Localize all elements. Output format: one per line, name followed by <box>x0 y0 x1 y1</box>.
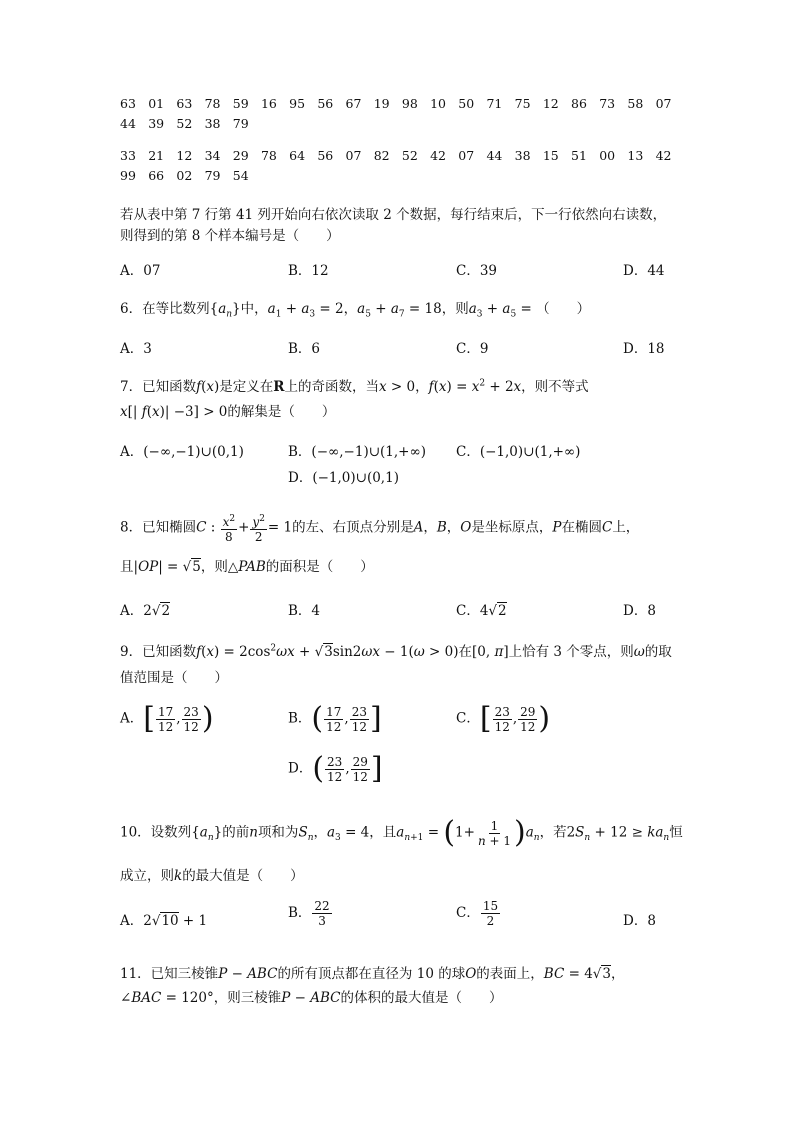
q8-t2: 是坐标原点， <box>471 519 553 536</box>
q11-t3: ， <box>610 966 625 982</box>
q5-option-c: C．39 <box>456 263 498 279</box>
random-table-row-3 <box>120 148 684 163</box>
q9-option-b: B．( $\frac{17}{12}$ , $\frac{23}{12}$ ] <box>288 701 382 736</box>
q7-stem-line-2: x[| f(x)| −3] > 0的解集是（ ） <box>120 404 336 420</box>
random-number-cell: 34 <box>204 148 221 163</box>
random-number-cell: 16 <box>260 96 277 111</box>
q6-suffix: ，则 <box>441 301 469 317</box>
q10-option-d: D．8 <box>623 913 656 929</box>
q8-option-d: D．8 <box>623 603 656 619</box>
random-number-cell: 29 <box>232 148 249 163</box>
q7-t4: ，则不等式 <box>521 379 589 395</box>
q7-option-a: A．(−∞,−1)∪(0,1) <box>120 444 244 460</box>
q8-prefix: 8．已知椭圆 <box>120 519 197 536</box>
q7-line2-suffix: 的解集是（ ） <box>227 404 336 420</box>
q7-t2: 上的奇函数，当 <box>284 379 380 395</box>
q8-t4: 上， <box>612 519 640 536</box>
random-number-cell: 59 <box>232 96 249 111</box>
q11-line2-mid: ，则三棱锥 <box>213 990 282 1006</box>
q9-option-d: D．( $\frac{23}{12}$ , $\frac{29}{12}$ ] <box>288 751 383 786</box>
random-number-cell: 95 <box>289 96 306 111</box>
q10-line2-b: 的最大值是（ ） <box>182 868 304 884</box>
random-number-cell: 21 <box>148 148 165 163</box>
random-number-cell: 39 <box>148 116 165 131</box>
q10-t4: ，且 <box>369 824 397 841</box>
q6-option-b: B．6 <box>288 341 321 357</box>
random-number-cell: 86 <box>571 96 587 111</box>
q10-t1: 的前 <box>222 824 250 841</box>
q7-prefix: 7．已知函数 <box>120 379 197 395</box>
random-number-cell: 58 <box>627 96 644 111</box>
q11-t2: 的表面上， <box>476 966 544 982</box>
q11-stem-line-2: ∠BAC = 120°，则三棱锥P − ABC的体积的最大值是（ ） <box>120 990 503 1006</box>
q10-line2: 成立，则 <box>120 868 174 884</box>
q6-cond1: $a_1 + a_3 = 2$ <box>267 301 344 320</box>
q6-mid2: ， <box>343 301 358 317</box>
q5-option-d: D．44 <box>623 263 665 279</box>
random-number-cell: 79 <box>232 116 249 131</box>
random-number-cell: 56 <box>317 96 334 111</box>
random-table-row-4 <box>120 168 261 183</box>
random-number-cell: 12 <box>542 96 559 111</box>
random-number-cell: 63 <box>176 96 193 111</box>
q11-stem-line-1: 11．已知三棱锥P − ABC的所有顶点都在直径为 10 的球O的表面上，BC = 4√3， <box>120 966 625 982</box>
random-number-cell: 67 <box>345 96 362 111</box>
random-number-cell: 42 <box>655 148 672 163</box>
q9-stem-line-1: 9．已知函数$f(x) = 2\cos^2\omega x + √3\sin 2\omega x - 1(\omega > 0)$在[0, π]上恰有 3 个零点，则ω的取 <box>120 643 672 660</box>
random-number-cell: 52 <box>401 148 418 163</box>
q7-t1: 是定义在 <box>219 379 274 395</box>
random-number-cell: 64 <box>289 148 306 163</box>
q5-stem-line-1: 若从表中第 7 行第 41 列开始向右依次读取 2 个数据，每行结束后，下一行依然向右读数， <box>120 207 667 223</box>
q6-sequence: $\{a_n\}$ <box>209 301 241 320</box>
random-number-cell: 00 <box>599 148 616 163</box>
q8-option-a: A．2√2 <box>120 603 171 619</box>
q6-stem <box>120 297 590 320</box>
random-number-cell: 78 <box>260 148 277 163</box>
random-number-cell: 78 <box>204 96 221 111</box>
q8-stem-line-2: 且|OP| = √5，则△PAB的面积是（ ） <box>120 559 374 575</box>
q11-line2-suffix: 的体积的最大值是（ ） <box>340 990 503 1006</box>
q11-t1: 的所有顶点都在直径为 10 的球 <box>277 966 466 982</box>
q6-cond2: $a_5 + a_7 = 18$ <box>357 301 442 320</box>
random-number-cell: 54 <box>232 168 249 183</box>
q10-t3: ， <box>313 824 327 841</box>
random-table-row-2 <box>120 116 261 131</box>
q10-option-a: A．2√10 + 1 <box>120 913 208 929</box>
random-number-cell: 01 <box>148 96 165 111</box>
q8-line2-prefix: 且 <box>120 559 134 575</box>
q7-t3: ， <box>415 379 429 395</box>
q8-t3: 在椭圆 <box>561 519 602 536</box>
q9-prefix: 9．已知函数 <box>120 644 197 660</box>
q8-option-b: B．4 <box>288 603 321 619</box>
q7-option-d: D．(−1,0)∪(0,1) <box>288 470 399 486</box>
q8-line2-mid: ，则 <box>200 559 228 575</box>
q10-option-c: C． $\frac{15}{2}$ <box>456 899 499 928</box>
random-number-cell: 19 <box>373 96 390 111</box>
random-number-cell: 10 <box>430 96 446 111</box>
random-number-cell: 07 <box>655 96 672 111</box>
q10-stem-line-2: 成立，则k的最大值是（ ） <box>120 868 304 884</box>
q5-option-a: A．07 <box>120 263 161 279</box>
q9-t3: 的取 <box>644 644 672 660</box>
random-number-cell: 63 <box>120 96 136 111</box>
random-number-cell: 02 <box>176 168 193 183</box>
random-number-cell: 38 <box>514 148 531 163</box>
q7-option-c: C．(−1,0)∪(1,+∞) <box>456 444 581 460</box>
q6-mid1: 中， <box>240 301 268 317</box>
q9-t1: 在 <box>458 644 472 660</box>
random-number-cell: 73 <box>599 96 616 111</box>
q8-line2-suffix: 的面积是（ ） <box>265 559 374 575</box>
random-number-cell: 07 <box>458 148 475 163</box>
random-number-cell: 52 <box>176 116 193 131</box>
q9-option-a: A．[ $\frac{17}{12}$ , $\frac{23}{12}$ ) <box>120 701 214 736</box>
q5-stem-line-2: 则得到的第 8 个样本编号是（ ） <box>120 228 340 244</box>
random-number-cell: 42 <box>430 148 446 163</box>
q6-prefix: 6．在等比数列 <box>120 301 210 317</box>
random-number-cell: 12 <box>176 148 193 163</box>
random-number-cell: 07 <box>345 148 362 163</box>
q10-prefix: 10．设数列 <box>120 824 192 841</box>
random-number-cell: 71 <box>486 96 503 111</box>
random-table-row-1 <box>120 96 684 111</box>
q9-option-c: C．[ $\frac{23}{12}$ , $\frac{29}{12}$ ) <box>456 701 551 736</box>
q6-option-d: D．18 <box>623 341 665 357</box>
q8-option-c: C．4√2 <box>456 603 507 619</box>
random-number-cell: 99 <box>120 168 136 183</box>
random-number-cell: 82 <box>373 148 390 163</box>
random-number-cell: 13 <box>627 148 644 163</box>
q9-stem-line-2: 值范围是（ ） <box>120 670 228 686</box>
q10-option-b: B． $\frac{22}{3}$ <box>288 899 330 928</box>
q10-stem-line-1: 10．设数列$\{a_n\}$的前n项和为$S_n$，$a_3 = 4$，且$a_{n+1} = (1+$ $\frac{1}{n + 1}$ )$a_n$，若$2S_n + 12 \ge ka_n$恒 <box>120 815 683 850</box>
q7-option-b: B．(−∞,−1)∪(1,+∞) <box>288 444 426 460</box>
random-number-cell: 98 <box>401 96 418 111</box>
q10-t6: 恒 <box>669 824 683 841</box>
random-number-cell: 44 <box>120 116 136 131</box>
random-number-cell: 79 <box>204 168 221 183</box>
q5-option-b: B．12 <box>288 263 329 279</box>
q11-prefix: 11．已知三棱锥 <box>120 966 219 982</box>
q6-target: $a_3 + a_5$ = <box>468 301 537 320</box>
q6-option-c: C．9 <box>456 341 489 357</box>
random-number-cell: 15 <box>542 148 559 163</box>
random-number-cell: 50 <box>458 96 475 111</box>
random-number-cell: 56 <box>317 148 334 163</box>
q8-t1: 的左、右顶点分别是 <box>292 519 414 536</box>
random-number-cell: 51 <box>571 148 587 163</box>
q9-t2: 上恰有 3 个零点，则 <box>508 644 634 660</box>
random-number-cell: 75 <box>514 96 531 111</box>
q8-stem-line-1: 8．已知椭圆C : $\frac{x^2}{8}$ + $\frac{y^2}{2}$ = 1的左、右顶点分别是A，B，O是坐标原点，P在椭圆C上， <box>120 514 640 544</box>
q6-end: （ ） <box>536 301 591 317</box>
random-number-cell: 38 <box>204 116 221 131</box>
q10-t2: 项和为 <box>257 824 299 841</box>
q7-stem-line-1: 7．已知函数f(x)是定义在R上的奇函数，当x > 0，$f(x) = x^2 + 2x$，则不等式 <box>120 378 589 395</box>
q10-t5: ，若 <box>539 824 567 841</box>
random-number-cell: 33 <box>120 148 136 163</box>
random-number-cell: 66 <box>148 168 165 183</box>
q6-option-a: A．3 <box>120 341 152 357</box>
random-number-cell: 44 <box>486 148 503 163</box>
